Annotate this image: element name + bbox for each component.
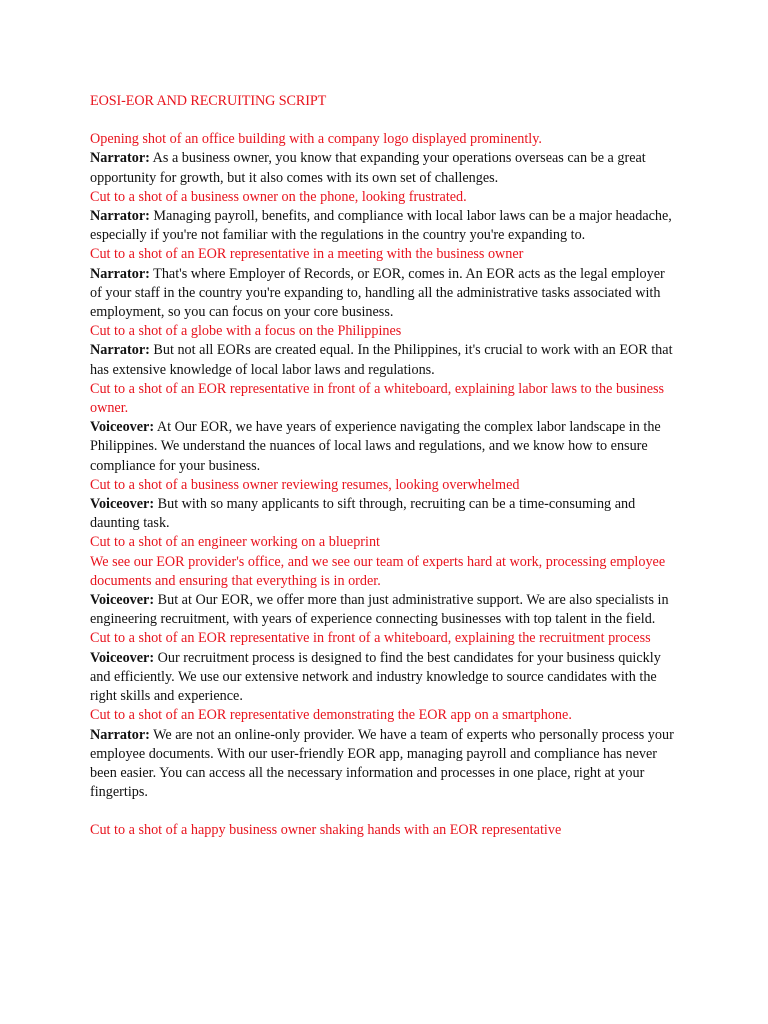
script-body	[90, 130, 678, 840]
stage-direction: Opening shot of an office building with a company logo displayed prominently.	[90, 131, 542, 148]
speaker-label: Narrator:	[90, 342, 150, 359]
dialogue-line	[90, 341, 678, 379]
speaker-label: Narrator:	[90, 208, 150, 225]
speaker-label: Narrator:	[90, 265, 150, 282]
dialogue-line	[90, 265, 678, 323]
dialogue-text: We are not an online-only provider. We have a team of experts who personally process your employee documents. With our user-friendly EOR app, managing payroll and compliance has never been easier. You can access all the necessary information and processes in one place, right at your fingertips.	[90, 726, 674, 801]
stage-direction: We see our EOR provider's office, and we see our team of experts hard at work, processing employee documents and ensuring that everything is in order.	[90, 553, 666, 589]
speaker-label: Voiceover:	[90, 649, 155, 666]
stage-direction: Cut to a shot of an EOR representative in front of a whiteboard, explaining labor laws to the business owner.	[90, 380, 665, 417]
dialogue-text: Managing payroll, benefits, and compliance with local labor laws can be a major headache, especially if you're not familiar with the regulations in the country you're expanding to.	[90, 208, 672, 244]
speaker-label: Voiceover:	[90, 592, 155, 609]
stage-direction: Cut to a shot of an engineer working on a blueprint	[90, 534, 380, 551]
stage-direction: Cut to a shot of a happy business owner shaking hands with an EOR representative	[90, 822, 562, 839]
paragraph-gap	[90, 802, 678, 821]
stage-direction: Cut to a shot of an EOR representative in a meeting with the business owner	[90, 246, 524, 263]
dialogue-line	[90, 495, 678, 533]
dialogue-text: As a business owner, you know that expanding your operations overseas can be a great opportunity for growth, but it also comes with its own set of challenges.	[90, 150, 646, 186]
dialogue-line	[90, 149, 678, 187]
stage-direction: Cut to a shot of an EOR representative in front of a whiteboard, explaining the recruitment process	[90, 630, 651, 647]
speaker-label: Voiceover:	[90, 419, 155, 436]
dialogue-text: But with so many applicants to sift through, recruiting can be a time-consuming and daunting task.	[90, 496, 636, 532]
stage-direction: Cut to a shot of an EOR representative demonstrating the EOR app on a smartphone.	[90, 707, 572, 724]
stage-direction: Cut to a shot of a globe with a focus on the Philippines	[90, 323, 402, 340]
stage-direction: Cut to a shot of a business owner on the phone, looking frustrated.	[90, 188, 467, 205]
speaker-label: Voiceover:	[90, 496, 155, 513]
dialogue-text: At Our EOR, we have years of experience navigating the complex labor landscape in the Philippines. We understand the nuances of local laws and regulations, and we know how to ensure compliance for your business.	[90, 419, 661, 474]
dialogue-text: But not all EORs are created equal. In the Philippines, it's crucial to work with an EOR that has extensive knowledge of local labor laws and regulations.	[90, 342, 673, 378]
dialogue-text: Our recruitment process is designed to find the best candidates for your business quickly and efficiently. We use our extensive network and industry knowledge to source candidates with the right skills and experience.	[90, 649, 661, 705]
document-title: EOSI-EOR AND RECRUITING SCRIPT	[90, 93, 327, 109]
dialogue-line	[90, 649, 678, 707]
stage-direction: Cut to a shot of a business owner reviewing resumes, looking overwhelmed	[90, 476, 520, 493]
speaker-label: Narrator:	[90, 726, 150, 743]
speaker-label: Narrator:	[90, 150, 150, 167]
dialogue-line	[90, 207, 678, 245]
dialogue-line	[90, 591, 678, 629]
dialogue-line	[90, 726, 678, 803]
dialogue-text: But at Our EOR, we offer more than just administrative support. We are also specialists in engineering recruitment, with years of experience connecting businesses with top talent in the field.	[90, 592, 669, 628]
dialogue-text: That's where Employer of Records, or EOR, comes in. An EOR acts as the legal employer of your staff in the country you're expanding to, handling all the administrative tasks associated with employment, so you can focus on your core business.	[90, 265, 665, 321]
dialogue-line	[90, 418, 678, 476]
